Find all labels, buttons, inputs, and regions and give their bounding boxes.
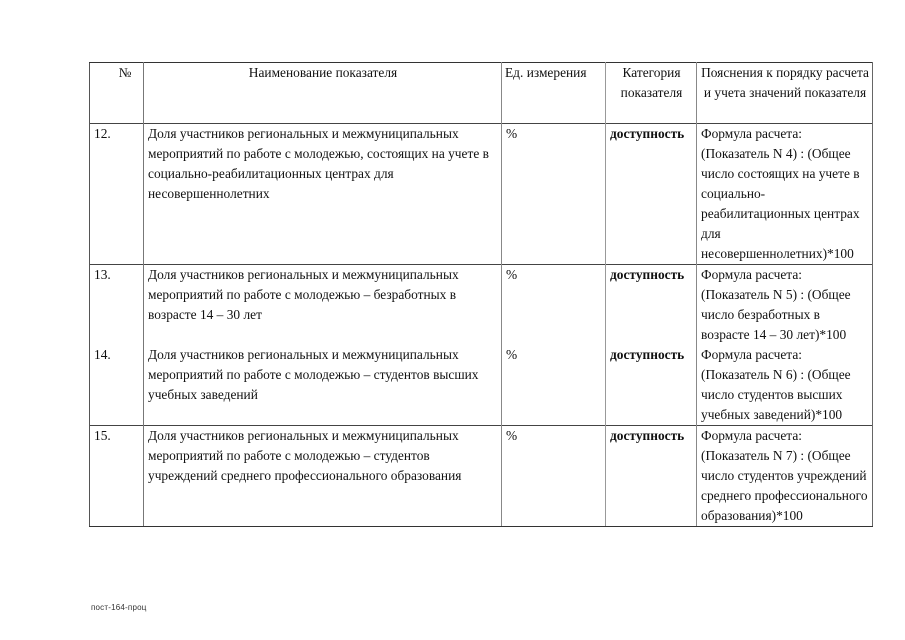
header-explanation: Пояснения к порядку расчета и учета значений показателя [697, 63, 873, 124]
header-unit: Ед. измерения [502, 63, 606, 124]
row-category: доступность [610, 428, 685, 443]
row-unit: % [502, 426, 606, 527]
table-row [90, 426, 873, 527]
row-name: Доля участников региональных и межмуниципальных мероприятий по работе с молодежью – студентов учреждений среднего профессионального образования [144, 426, 502, 527]
row-name: Доля участников региональных и межмуниципальных мероприятий по работе с молодежью – студентов высших учебных заведений [144, 345, 502, 426]
row-category: доступность [610, 347, 685, 362]
table-header-row [90, 63, 873, 124]
indicators-table [89, 62, 873, 527]
row-category: доступность [610, 267, 685, 282]
header-category: Категория показателя [606, 63, 697, 124]
row-category: доступность [610, 126, 685, 141]
row-explanation: Формула расчета: (Показатель N 4) : (Общее число состоящих на учете в социально-реабилитационных центрах для несовершеннолетних)*100 [697, 124, 873, 265]
footer-file-label: пост-164-проц [91, 603, 147, 612]
row-number: 15. [90, 426, 144, 527]
header-name: Наименование показателя [144, 63, 502, 124]
row-name: Доля участников региональных и межмуниципальных мероприятий по работе с молодежью – безработных в возрасте 14 – 30 лет [144, 265, 502, 346]
row-number: 13. [90, 265, 144, 346]
header-number: № [90, 63, 144, 124]
table-row [90, 265, 873, 346]
row-name: Доля участников региональных и межмуниципальных мероприятий по работе с молодежью, состоящих на учете в социально-реабилитационных центрах для несовершеннолетних [144, 124, 502, 265]
row-unit: % [502, 345, 606, 426]
table-row [90, 345, 873, 426]
row-number: 12. [90, 124, 144, 265]
row-explanation: Формула расчета: (Показатель N 6) : (Общее число студентов высших учебных заведений)*100 [697, 345, 873, 426]
row-unit: % [502, 124, 606, 265]
table-row [90, 124, 873, 265]
row-unit: % [502, 265, 606, 346]
row-explanation: Формула расчета: (Показатель N 5) : (Общее число безработных в возрасте 14 – 30 лет)*100 [697, 265, 873, 346]
row-explanation: Формула расчета: (Показатель N 7) : (Общее число студентов учреждений среднего профессионального образования)*100 [697, 426, 873, 527]
row-number: 14. [90, 345, 144, 426]
